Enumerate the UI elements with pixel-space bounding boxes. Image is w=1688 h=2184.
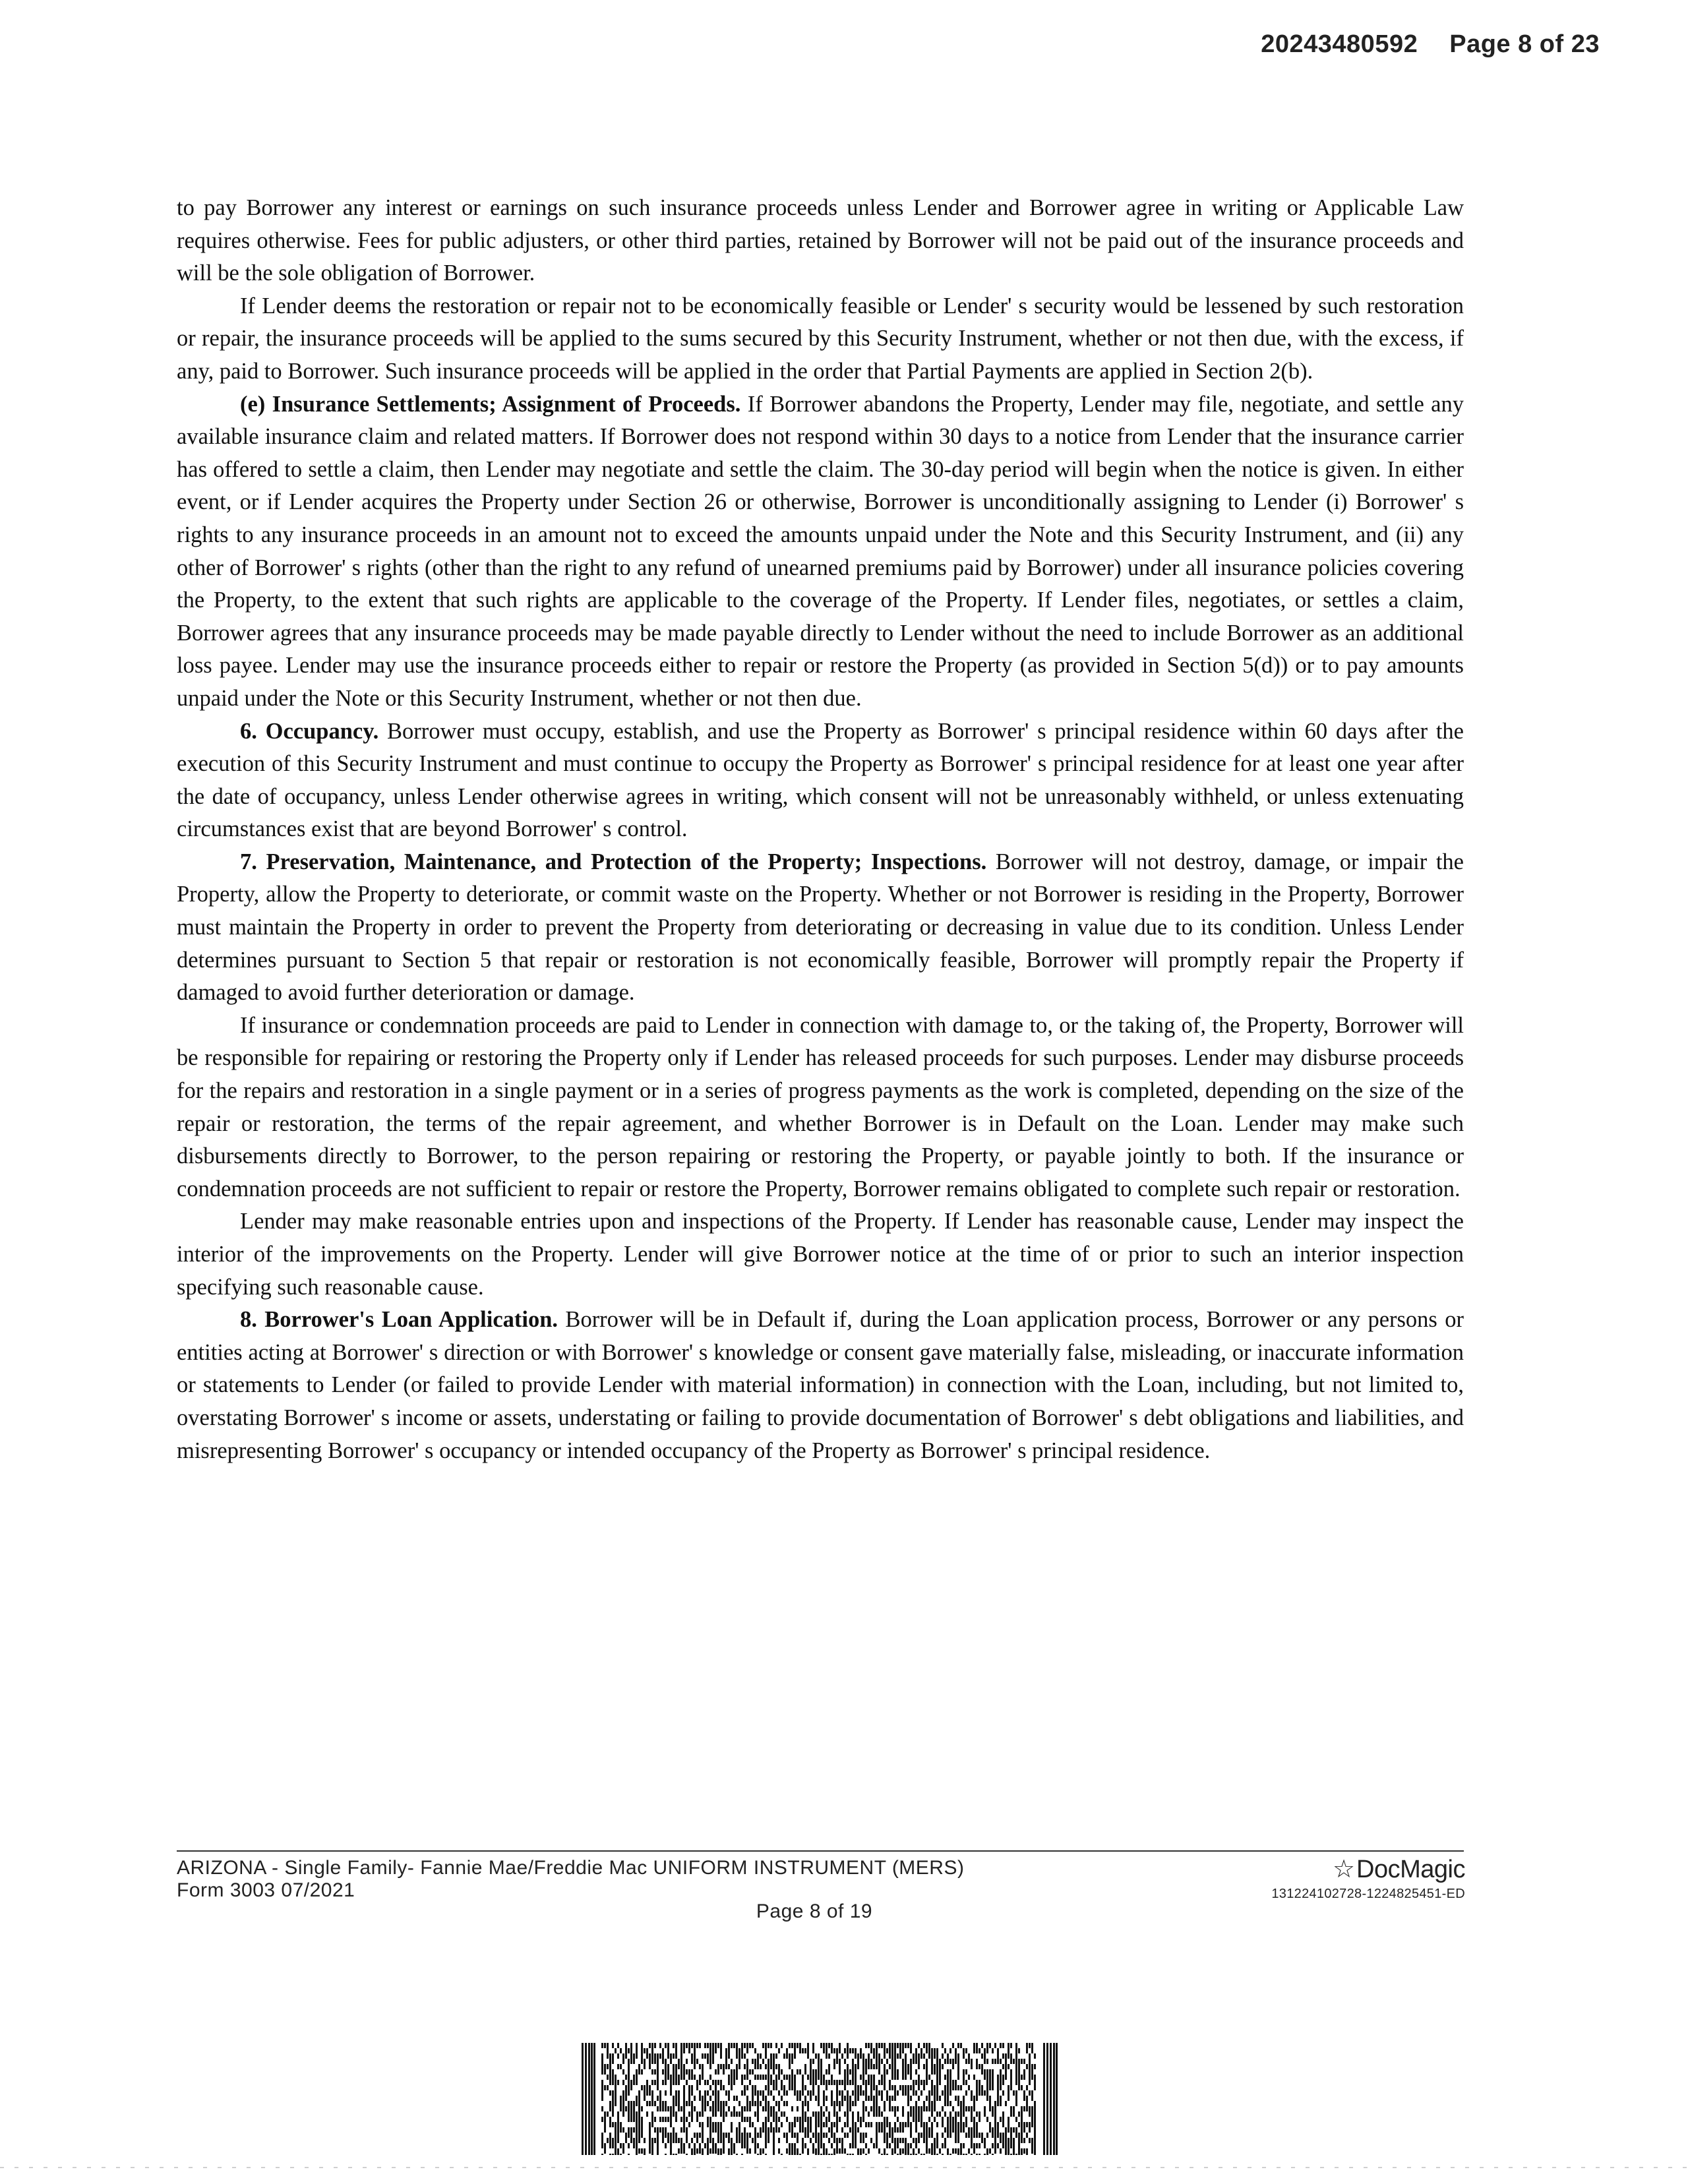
paragraph-inspections: Lender may make reasonable entries upon and inspections of the Property. If Lender has reasonable cause, Lender may inspect the interior of the improvements on the Property. Lender will give Borrower notice at the time of or prior to such an interior inspection specifying such reasonable cause. <box>177 1209 1464 1300</box>
paragraph-condemnation-proceeds: If insurance or condemnation proceeds are paid to Lender in connection with damage to, or the taking of, the Property, Borrower will be responsible for repairing or restoring the Property only if Lender has released proceeds for such purposes. Lender may disburse proceeds for the repairs and restoration in a single payment or in a series of progress payments as the work is completed, depending on the size of the repair or restoration, the terms of the repair agreement, and whether Borrower is in Default on the Loan. Lender may make such disbursements directly to Borrower, to the person repairing or restoring the Property, or payable jointly to both. If the insurance or condemnation proceeds are not sufficient to repair or restore the Property, Borrower remains obligated to complete such repair or restoration. <box>177 1012 1464 1201</box>
star-outline-icon: ☆ <box>1332 1856 1356 1883</box>
doc-code: 131224102728-1224825451-ED <box>1271 1887 1465 1901</box>
section-6-heading: 6. Occupancy. <box>240 718 379 744</box>
section-5e <box>177 388 1464 715</box>
section-8-text: Borrower will be in Default if, during the Loan application process, Borrower or any persons or entities acting at Borrower' s direction or with Borrower' s knowledge or consent gave materially false, misleading, or inaccurate information or statements to Lender (or failed to provide Lender with material information) in connection with the Loan, including, but not limited to, overstating Borrower' s income or assets, understating or failing to provide documentation of Borrower' s debt obligations and liabilities, and misrepresenting Borrower' s occupancy or intended occupancy of the Property as Borrower' s principal residence. <box>177 1307 1464 1463</box>
section-6 <box>177 715 1464 846</box>
footer-form-info <box>177 1857 964 1902</box>
recording-number: 20243480592 <box>1261 30 1418 58</box>
docmagic-logo <box>1271 1854 1465 1902</box>
section-7-heading: 7. Preservation, Maintenance, and Protection of the Property; Inspections. <box>240 849 987 874</box>
paragraph-restoration-not-feasible: If Lender deems the restoration or repair not to be economically feasible or Lender' s security would be lessened by such restoration or repair, the insurance proceeds will be applied to the sums secured by this Security Instrument, whether or not then due, with the excess, if any, paid to Borrower. Such insurance proceeds will be applied in the order that Partial Payments are applied in Section 2(b). <box>177 293 1464 384</box>
docmagic-brand: DocMagic <box>1356 1856 1465 1883</box>
section-7-text: Borrower will not destroy, damage, or impair the Property, allow the Property to deteriorate, or commit waste on the Property. Whether or not Borrower is residing in the Property, Borrower must maintain the Property in order to prevent the Property from deteriorating or decreasing in value due to its condition. Unless Lender determines pursuant to Section 5 that repair or restoration is not economically feasible, Borrower will promptly repair the Property if damaged to avoid further deterioration or damage. <box>177 849 1464 1006</box>
section-6-text: Borrower must occupy, establish, and use the Property as Borrower' s principal residence within 60 days after the execution of this Security Instrument and must continue to occupy the Property as Borrower' s principal residence for at least one year after the date of occupancy, unless Lender otherwise agrees in writing, which consent will not be unreasonably withheld, or unless extenuating circumstances exist that are beyond Borrower' s control. <box>177 718 1464 842</box>
section-5e-heading: (e) Insurance Settlements; Assignment of Proceeds. <box>240 391 741 417</box>
section-7 <box>177 846 1464 1010</box>
footer-divider <box>177 1850 1464 1852</box>
document-body <box>177 192 1464 1467</box>
form-title: ARIZONA - Single Family- Fannie Mae/Freddie Mac UNIFORM INSTRUMENT (MERS) <box>177 1857 965 1879</box>
section-8-heading: 8. Borrower's Loan Application. <box>240 1307 558 1333</box>
recording-stamp <box>1261 30 1600 59</box>
form-number: Form 3003 07/2021 <box>177 1879 355 1901</box>
barcode-image <box>582 2043 1058 2155</box>
recording-page-label: Page 8 of 23 <box>1449 30 1600 58</box>
paragraph-continuation: to pay Borrower any interest or earnings on such insurance proceeds unless Lender and Borrower agree in writing or Applicable Law requires otherwise. Fees for public adjusters, or other third parties, retained by Borrower will not be paid out of the insurance proceeds and will be the sole obligation of Borrower. <box>177 195 1464 286</box>
section-8 <box>177 1304 1464 1467</box>
scan-artifact-line <box>0 2167 1688 2168</box>
section-5e-text: If Borrower abandons the Property, Lender may file, negotiate, and settle any available insurance claim and related matters. If Borrower does not respond within 30 days to a notice from Lender that the insurance carrier has offered to settle a claim, then Lender may negotiate and settle the claim. The 30-day period will begin when the notice is given. In either event, or if Lender acquires the Property under Section 26 or otherwise, Borrower is unconditionally assigning to Lender (i) Borrower' s rights to any insurance proceeds in an amount not to exceed the amounts unpaid under the Note and this Security Instrument, and (ii) any other of Borrower' s rights (other than the right to any refund of unearned premiums paid by Borrower) under all insurance policies covering the Property, to the extent that such rights are applicable to the coverage of the Property. If Lender files, negotiates, or settles a claim, Borrower agrees that any insurance proceeds may be made payable directly to Lender without the need to include Borrower as an additional loss payee. Lender may use the insurance proceeds either to repair or restore the Property (as provided in Section 5(d)) or to pay amounts unpaid under the Note or this Security Instrument, whether or not then due. <box>177 391 1464 711</box>
footer-page-number: Page 8 of 19 <box>756 1900 873 1922</box>
